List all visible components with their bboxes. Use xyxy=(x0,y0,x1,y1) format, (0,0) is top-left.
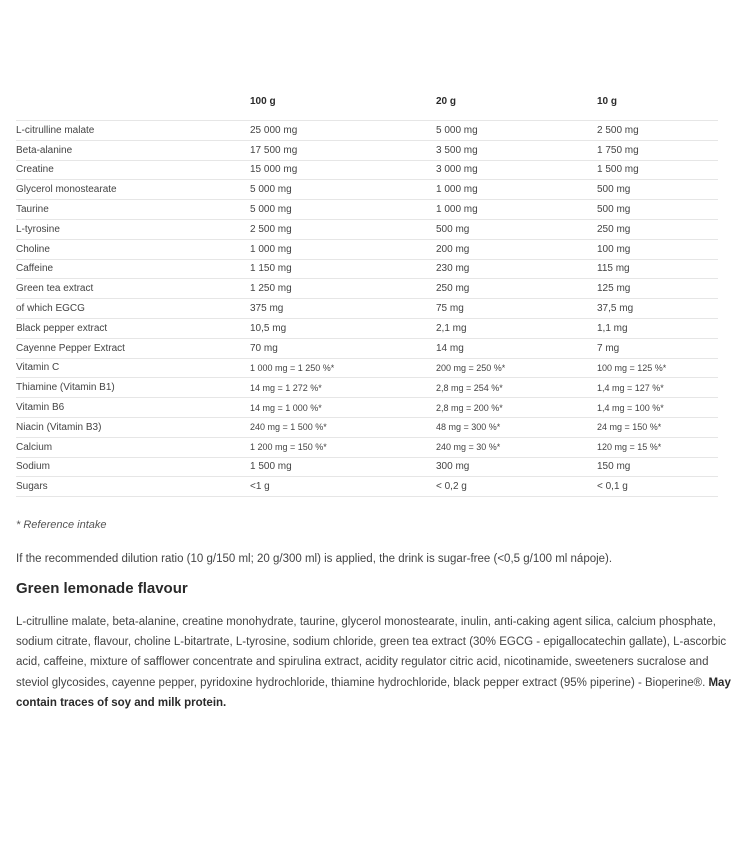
nutrient-value: 2,8 mg = 254 %* xyxy=(436,378,597,398)
nutrient-value: 48 mg = 300 %* xyxy=(436,417,597,437)
nutrient-value: 2 500 mg xyxy=(597,121,718,141)
table-row xyxy=(16,239,718,259)
nutrient-name: Black pepper extract xyxy=(16,318,250,338)
nutrient-value: 200 mg = 250 %* xyxy=(436,358,597,378)
nutrient-value: 1 000 mg xyxy=(250,239,436,259)
nutrient-value: 125 mg xyxy=(597,279,718,299)
nutrient-value: 7 mg xyxy=(597,338,718,358)
table-row xyxy=(16,318,718,338)
nutrient-value: 3 000 mg xyxy=(436,160,597,180)
nutrient-name: Niacin (Vitamin B3) xyxy=(16,417,250,437)
nutrient-value: 1 000 mg xyxy=(436,180,597,200)
nutrient-value: 2,8 mg = 200 %* xyxy=(436,398,597,418)
nutrient-value: 1 000 mg = 1 250 %* xyxy=(250,358,436,378)
nutrient-value: 1 500 mg xyxy=(250,457,436,477)
nutrient-name: Creatine xyxy=(16,160,250,180)
nutrient-value: 200 mg xyxy=(436,239,597,259)
nutrient-value: 14 mg xyxy=(436,338,597,358)
table-row xyxy=(16,378,718,398)
nutrient-value: 500 mg xyxy=(436,219,597,239)
table-row xyxy=(16,299,718,319)
nutrient-name: Vitamin B6 xyxy=(16,398,250,418)
nutrient-value: 14 mg = 1 272 %* xyxy=(250,378,436,398)
nutrient-value: 5 000 mg xyxy=(436,121,597,141)
table-row xyxy=(16,121,718,141)
nutrient-name: Thiamine (Vitamin B1) xyxy=(16,378,250,398)
nutrient-value: 14 mg = 1 000 %* xyxy=(250,398,436,418)
nutrient-name: Glycerol monostearate xyxy=(16,180,250,200)
dilution-text: If the recommended dilution ratio (10 g/150 ml; 20 g/300 ml) is applied, the drink is sugar-free (<0,5 g/100 ml nápoje). xyxy=(16,553,613,565)
nutrient-name: of which EGCG xyxy=(16,299,250,319)
nutrient-name: Beta-alanine xyxy=(16,140,250,160)
nutrient-value: 1,4 mg = 100 %* xyxy=(597,398,718,418)
table-row xyxy=(16,338,718,358)
table-row xyxy=(16,200,718,220)
nutrient-value: 17 500 mg xyxy=(250,140,436,160)
flavour-heading: Green lemonade flavour xyxy=(16,580,188,597)
table-row xyxy=(16,358,718,378)
nutrient-value: 1 500 mg xyxy=(597,160,718,180)
table-row xyxy=(16,140,718,160)
nutrient-value: 120 mg = 15 %* xyxy=(597,437,718,457)
table-row xyxy=(16,219,718,239)
nutrient-value: 300 mg xyxy=(436,457,597,477)
header-column: 20 g xyxy=(436,96,597,121)
nutrient-value: 100 mg xyxy=(597,239,718,259)
nutrient-name: Sugars xyxy=(16,477,250,497)
nutrient-value: 150 mg xyxy=(597,457,718,477)
nutrient-value: 15 000 mg xyxy=(250,160,436,180)
header-column: 100 g xyxy=(250,96,436,121)
nutrient-value: <1 g xyxy=(250,477,436,497)
table-header-row xyxy=(16,96,718,121)
nutrient-value: 1,4 mg = 127 %* xyxy=(597,378,718,398)
nutrient-name: Cayenne Pepper Extract xyxy=(16,338,250,358)
nutrient-value: 240 mg = 1 500 %* xyxy=(250,417,436,437)
table-row xyxy=(16,160,718,180)
nutrient-value: 1 250 mg xyxy=(250,279,436,299)
nutrient-value: 1 750 mg xyxy=(597,140,718,160)
nutrient-value: 240 mg = 30 %* xyxy=(436,437,597,457)
nutrient-name: L-citrulline malate xyxy=(16,121,250,141)
nutrient-value: 100 mg = 125 %* xyxy=(597,358,718,378)
table-row xyxy=(16,457,718,477)
header-nutrient xyxy=(16,96,250,121)
nutrient-value: 250 mg xyxy=(436,279,597,299)
nutrient-value: 24 mg = 150 %* xyxy=(597,417,718,437)
nutrient-value: 1 000 mg xyxy=(436,200,597,220)
nutrient-value: 250 mg xyxy=(597,219,718,239)
nutrient-value: 2,1 mg xyxy=(436,318,597,338)
table-row xyxy=(16,279,718,299)
table-row xyxy=(16,259,718,279)
nutrient-name: Vitamin C xyxy=(16,358,250,378)
nutrient-value: 500 mg xyxy=(597,200,718,220)
nutrient-name: Sodium xyxy=(16,457,250,477)
nutrient-value: 2 500 mg xyxy=(250,219,436,239)
nutrient-value: 5 000 mg xyxy=(250,180,436,200)
nutrient-value: 230 mg xyxy=(436,259,597,279)
table-row xyxy=(16,437,718,457)
nutrient-value: 37,5 mg xyxy=(597,299,718,319)
nutrient-value: < 0,1 g xyxy=(597,477,718,497)
header-column: 10 g xyxy=(597,96,718,121)
table-row xyxy=(16,477,718,497)
nutrient-value: 10,5 mg xyxy=(250,318,436,338)
nutrition-table xyxy=(16,96,718,497)
reference-intake-note: * Reference intake xyxy=(16,519,107,531)
nutrient-name: Green tea extract xyxy=(16,279,250,299)
nutrient-value: 25 000 mg xyxy=(250,121,436,141)
allergen-warning: May contain traces of soy and milk protein. xyxy=(16,676,731,709)
ingredients-list: L-citrulline malate, beta-alanine, creatine monohydrate, taurine, glycerol monostearate, inulin, anti-caking agent silica, calcium phosphate, sodium citrate, flavour, choline L-bitartrate, L-tyrosine, sodium chloride, green tea extract (30% EGCG - epigallocatechin gallate), L-ascorbic acid, caffeine, mixture of safflower concentrate and spirulina extract, acidity regulator citric acid, nicotinamide, sweeteners sucralose and steviol glycosides, cayenne pepper, pyridoxine hydrochloride, thiamine hydrochloride, black pepper extract (95% piperine) - Bioperine®. xyxy=(16,616,727,689)
nutrient-value: 70 mg xyxy=(250,338,436,358)
table-row xyxy=(16,180,718,200)
nutrient-name: Choline xyxy=(16,239,250,259)
nutrient-value: 500 mg xyxy=(597,180,718,200)
table-row xyxy=(16,398,718,418)
nutrient-value: 1 200 mg = 150 %* xyxy=(250,437,436,457)
nutrient-value: 5 000 mg xyxy=(250,200,436,220)
ingredients-text xyxy=(16,612,734,713)
table-row xyxy=(16,417,718,437)
nutrient-name: L-tyrosine xyxy=(16,219,250,239)
nutrient-name: Calcium xyxy=(16,437,250,457)
nutrient-name: Taurine xyxy=(16,200,250,220)
nutrient-value: 1 150 mg xyxy=(250,259,436,279)
nutrient-value: 1,1 mg xyxy=(597,318,718,338)
nutrient-name: Caffeine xyxy=(16,259,250,279)
nutrient-value: 375 mg xyxy=(250,299,436,319)
nutrient-value: < 0,2 g xyxy=(436,477,597,497)
nutrient-value: 3 500 mg xyxy=(436,140,597,160)
nutrient-value: 115 mg xyxy=(597,259,718,279)
nutrient-value: 75 mg xyxy=(436,299,597,319)
